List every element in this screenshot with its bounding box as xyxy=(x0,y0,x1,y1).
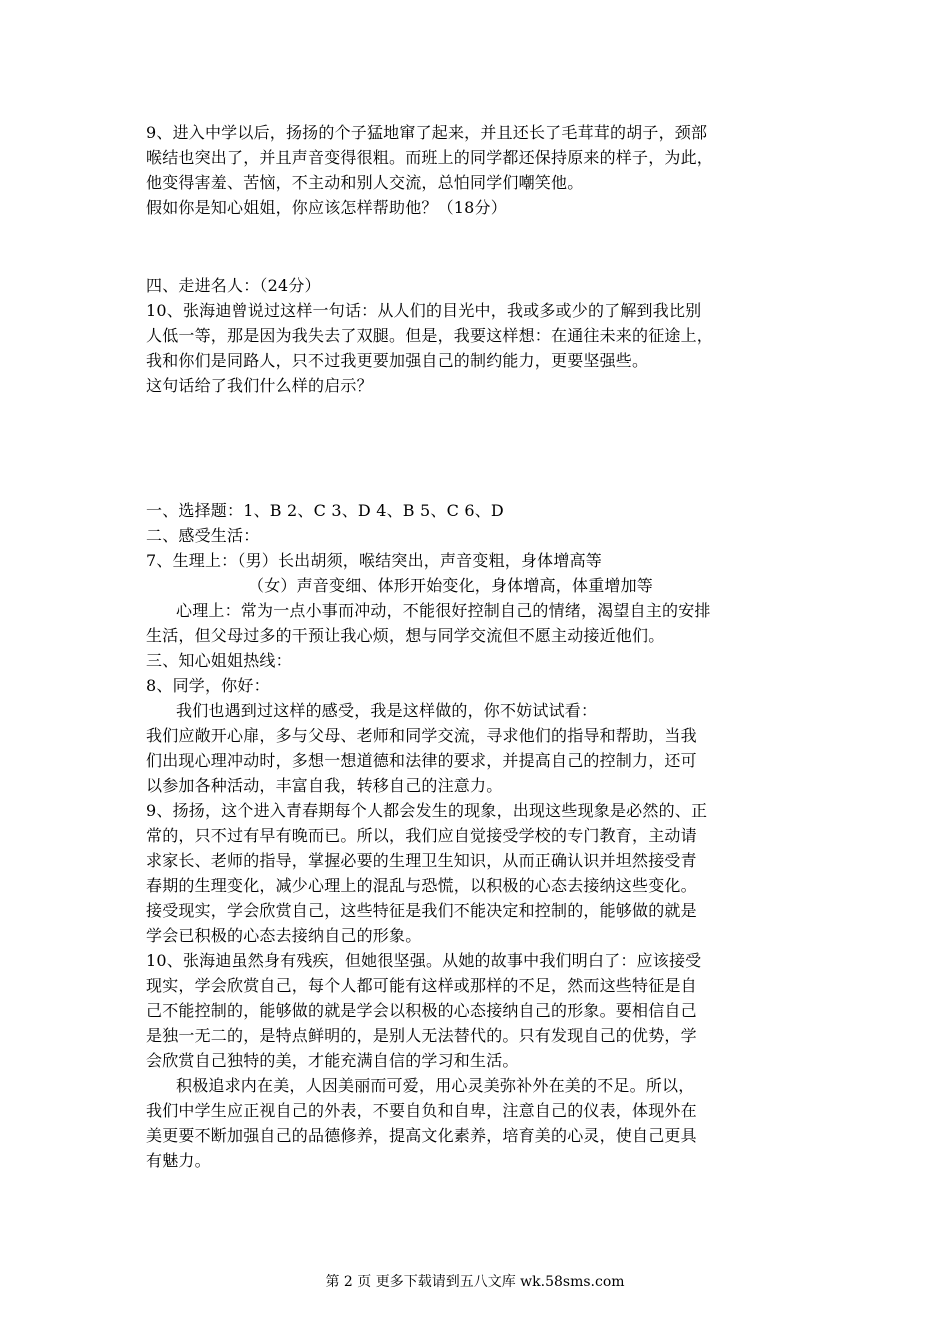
closing-line: 积极追求内在美，人因美丽而可爱，用心灵美弥补外在美的不足。所以， xyxy=(176,1076,695,1095)
section-3-heading: 三、知心姐姐热线： xyxy=(146,651,292,670)
choice-answers: 一、选择题：1、B 2、C 3、D 4、B 5、C 6、D xyxy=(146,501,504,520)
section-4 xyxy=(146,273,816,398)
question-10-line: 我和你们是同路人，只不过我更要加强自己的制约能力，更要坚强些。 xyxy=(146,351,649,370)
q9-answer-line: 9、扬扬，这个进入青春期每个人都会发生的现象，出现这些现象是必然的、正 xyxy=(146,801,708,820)
question-9-line: 假如你是知心姐姐，你应该怎样帮助他？（18分） xyxy=(146,198,507,217)
q8-body-line: 们出现心理冲动时，多想一想道德和法律的要求，并提高自己的控制力，还可 xyxy=(146,751,697,770)
q10-answer-line: 现实，学会欣赏自己，每个人都可能有这样或那样的不足，然而这些特征是自 xyxy=(146,976,697,995)
q10-answer-line: 会欣赏自己独特的美，才能充满自信的学习和生活。 xyxy=(146,1051,519,1070)
q10-answer-line: 10、张海迪虽然身有残疾，但她很坚强。从她的故事中我们明白了：应该接受 xyxy=(146,951,702,970)
question-10-line: 10、张海迪曾说过这样一句话：从人们的目光中，我或多或少的了解到我比别 xyxy=(146,301,702,320)
q9-answer-line: 常的，只不过有早有晚而已。所以，我们应自觉接受学校的专门教育，主动请 xyxy=(146,826,697,845)
q9-answer-line: 春期的生理变化，减少心理上的混乱与恐慌，以积极的心态去接纳这些变化。 xyxy=(146,876,697,895)
question-10-line: 人低一等，那是因为我失去了双腿。但是，我要这样想：在通往未来的征途上， xyxy=(146,326,714,345)
question-9-line: 他变得害羞、苦恼，不主动和别人交流，总怕同学们嘲笑他。 xyxy=(146,173,584,192)
section-4-heading: 四、走进名人：（24分） xyxy=(146,276,321,295)
q9-answer-line: 接受现实，学会欣赏自己，这些特征是我们不能决定和控制的，能够做的就是 xyxy=(146,901,697,920)
question-9-line: 9、进入中学以后，扬扬的个子猛地窜了起来，并且还长了毛茸茸的胡子，颈部 xyxy=(146,123,708,142)
section-2-heading: 二、感受生活： xyxy=(146,526,260,545)
question-9-line: 喉结也突出了，并且声音变得很粗。而班上的同学都还保持原来的样子，为此， xyxy=(146,148,714,167)
answer-key xyxy=(146,498,816,1173)
q10-answer-line: 己不能控制的，能够做的就是学会以积极的心态接纳自己的形象。要相信自己 xyxy=(146,1001,697,1020)
question-9 xyxy=(146,120,816,220)
closing-line: 我们中学生应正视自己的外表，不要自负和自卑，注意自己的仪表，体现外在 xyxy=(146,1101,697,1120)
q7-male-answer: 7、生理上：（男）长出胡须，喉结突出，声音变粗，身体增高等 xyxy=(146,551,602,570)
q7-female-answer: （女）声音变细、体形开始变化，身体增高，体重增加等 xyxy=(248,576,654,595)
closing-line: 美更要不断加强自己的品德修养，提高文化素养，培育美的心灵，使自己更具 xyxy=(146,1126,697,1145)
q7-psych-line: 心理上：常为一点小事而冲动，不能很好控制自己的情绪，渴望自主的安排 xyxy=(176,601,711,620)
q7-psych-line: 生活，但父母过多的干预让我心烦，想与同学交流但不愿主动接近他们。 xyxy=(146,626,665,645)
q8-body-line: 以参加各种活动，丰富自我，转移自己的注意力。 xyxy=(146,776,503,795)
closing-line: 有魅力。 xyxy=(146,1151,211,1170)
q8-greeting: 8、同学，你好： xyxy=(146,676,270,695)
q8-intro: 我们也遇到过这样的感受，我是这样做的，你不妨试试看： xyxy=(176,701,598,720)
q8-body-line: 我们应敞开心扉，多与父母、老师和同学交流，寻求他们的指导和帮助，当我 xyxy=(146,726,697,745)
page-footer: 第 2 页 更多下载请到五八文库 wk.58sms.com xyxy=(325,1274,625,1290)
q9-answer-line: 学会已积极的心态去接纳自己的形象。 xyxy=(146,926,422,945)
q10-answer-line: 是独一无二的，是特点鲜明的，是别人无法替代的。只有发现自己的优势，学 xyxy=(146,1026,697,1045)
q9-answer-line: 求家长、老师的指导，掌握必要的生理卫生知识，从而正确认识并坦然接受青 xyxy=(146,851,697,870)
question-10-line: 这句话给了我们什么样的启示？ xyxy=(146,376,373,395)
